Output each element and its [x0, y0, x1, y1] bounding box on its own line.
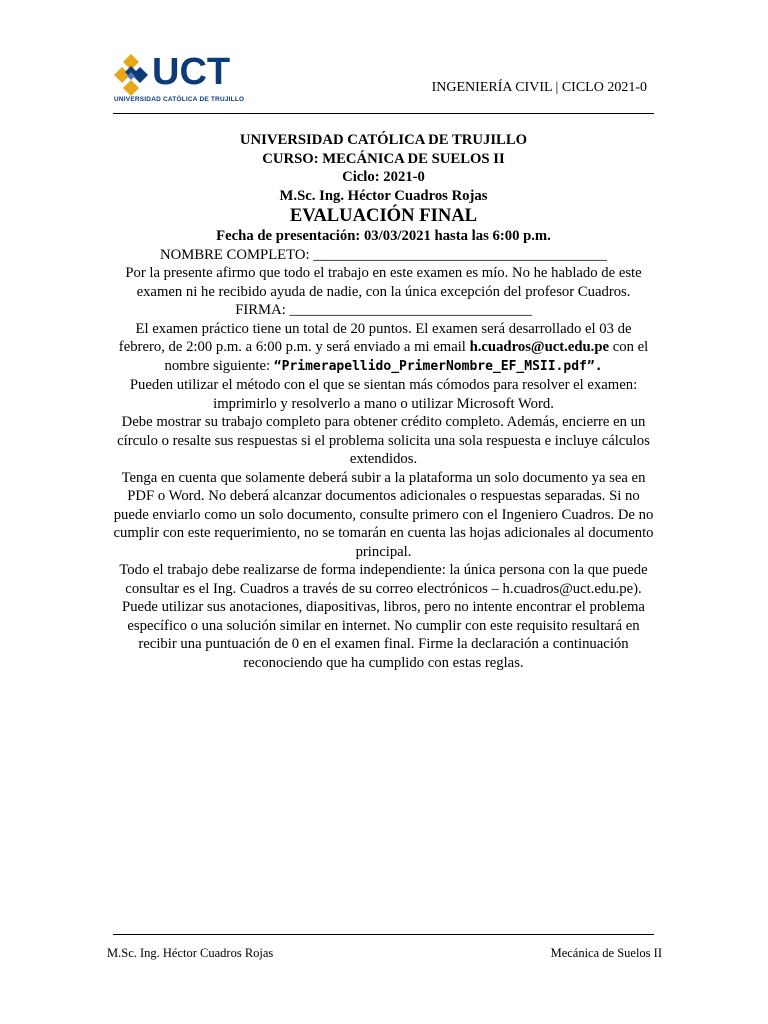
exam-title: EVALUACIÓN FINAL — [289, 205, 478, 226]
university-name: UNIVERSIDAD CATÓLICA DE TRUJILLO — [239, 132, 528, 148]
professor-name: M.Sc. Ing. Héctor Cuadros Rojas — [279, 187, 488, 204]
course-name: CURSO: MECÁNICA DE SUELOS II — [262, 150, 505, 167]
signature-field: FIRMA: _________________________________ — [235, 302, 532, 318]
declaration-paragraph: Por la presente afirmo que todo el trabajo en este examen es mío. No he hablado de este examen ni he recibido ayuda de nadie, con la única excepción del profesor Cuadros. — [125, 265, 642, 300]
header-program-cycle: INGENIERÍA CIVIL | CICLO 2021-0 — [431, 80, 647, 95]
exam-info-text-2: con el nombre siguiente: — [164, 339, 649, 374]
submission-date: Fecha de presentación: 03/03/2021 hasta las 6:00 p.m. — [216, 228, 551, 244]
exam-info-text: El examen práctico tiene un total de 20 puntos. El examen será desarrollado el 03 de febrero, de 2:00 p.m. a 6:00 p.m. y será enviado a mi email — [118, 320, 632, 355]
professor-email: h.cuadros@uct.edu.pe — [469, 339, 610, 355]
work-paragraph: Debe mostrar su trabajo completo para obtener crédito completo. Además, encierre en un círculo o resalte sus respuestas si el problema solicita una sola respuesta e incluye cálculos extendidos. — [117, 414, 650, 467]
full-name-field: NOMBRE COMPLETO: ________________________________________ — [160, 246, 607, 263]
logo-subtitle: UNIVERSIDAD CATÓLICA DE TRUJILLO — [114, 96, 245, 103]
footer-author: M.Sc. Ing. Héctor Cuadros Rojas — [107, 946, 274, 960]
header-divider — [113, 113, 654, 114]
integrity-paragraph: Todo el trabajo debe realizarse de forma independiente: la única persona con la que puede consultar es el Ing. Cuadros a través de su correo electrónicos – h.cuadros@uct.edu.pe). Puede utilizar sus anotaciones, diapositivas, libros, pero no intente encontrar el problema específico o una solución similar en internet. No cumplir con este requisito resultará en recibir una puntuación de 0 en el examen final. Firme la declaración a continuación reconociendo que ha cumplido con estas reglas. — [119, 562, 648, 671]
method-paragraph: Pueden utilizar el método con el que se sientan más cómodos para resolver el examen: imprimirlo y resolverlo a mano o utilizar Microsoft Word. — [129, 377, 638, 412]
cycle: Ciclo: 2021-0 — [342, 169, 425, 185]
exam-info-paragraph — [113, 320, 654, 377]
footer-course: Mecánica de Suelos II — [550, 946, 662, 960]
footer-divider — [113, 934, 654, 935]
file-name-format: “Primerapellido_PrimerNombre_EF_MSII.pdf”. — [273, 358, 603, 374]
logo-text: UCT — [152, 51, 231, 93]
university-logo — [112, 51, 245, 108]
cross-emblem-icon — [112, 52, 150, 98]
document-body — [113, 131, 654, 672]
upload-paragraph: Tenga en cuenta que solamente deberá subir a la plataforma un solo documento ya sea en PDF o Word. No deberá alcanzar documentos adicionales o respuestas separadas. Si no puede enviarlo como un solo documento, consulte primero con el Ingeniero Cuadros. De no cumplir con este requerimiento, no se tomarán en cuenta las hojas adicionales al documento principal. — [113, 469, 654, 560]
